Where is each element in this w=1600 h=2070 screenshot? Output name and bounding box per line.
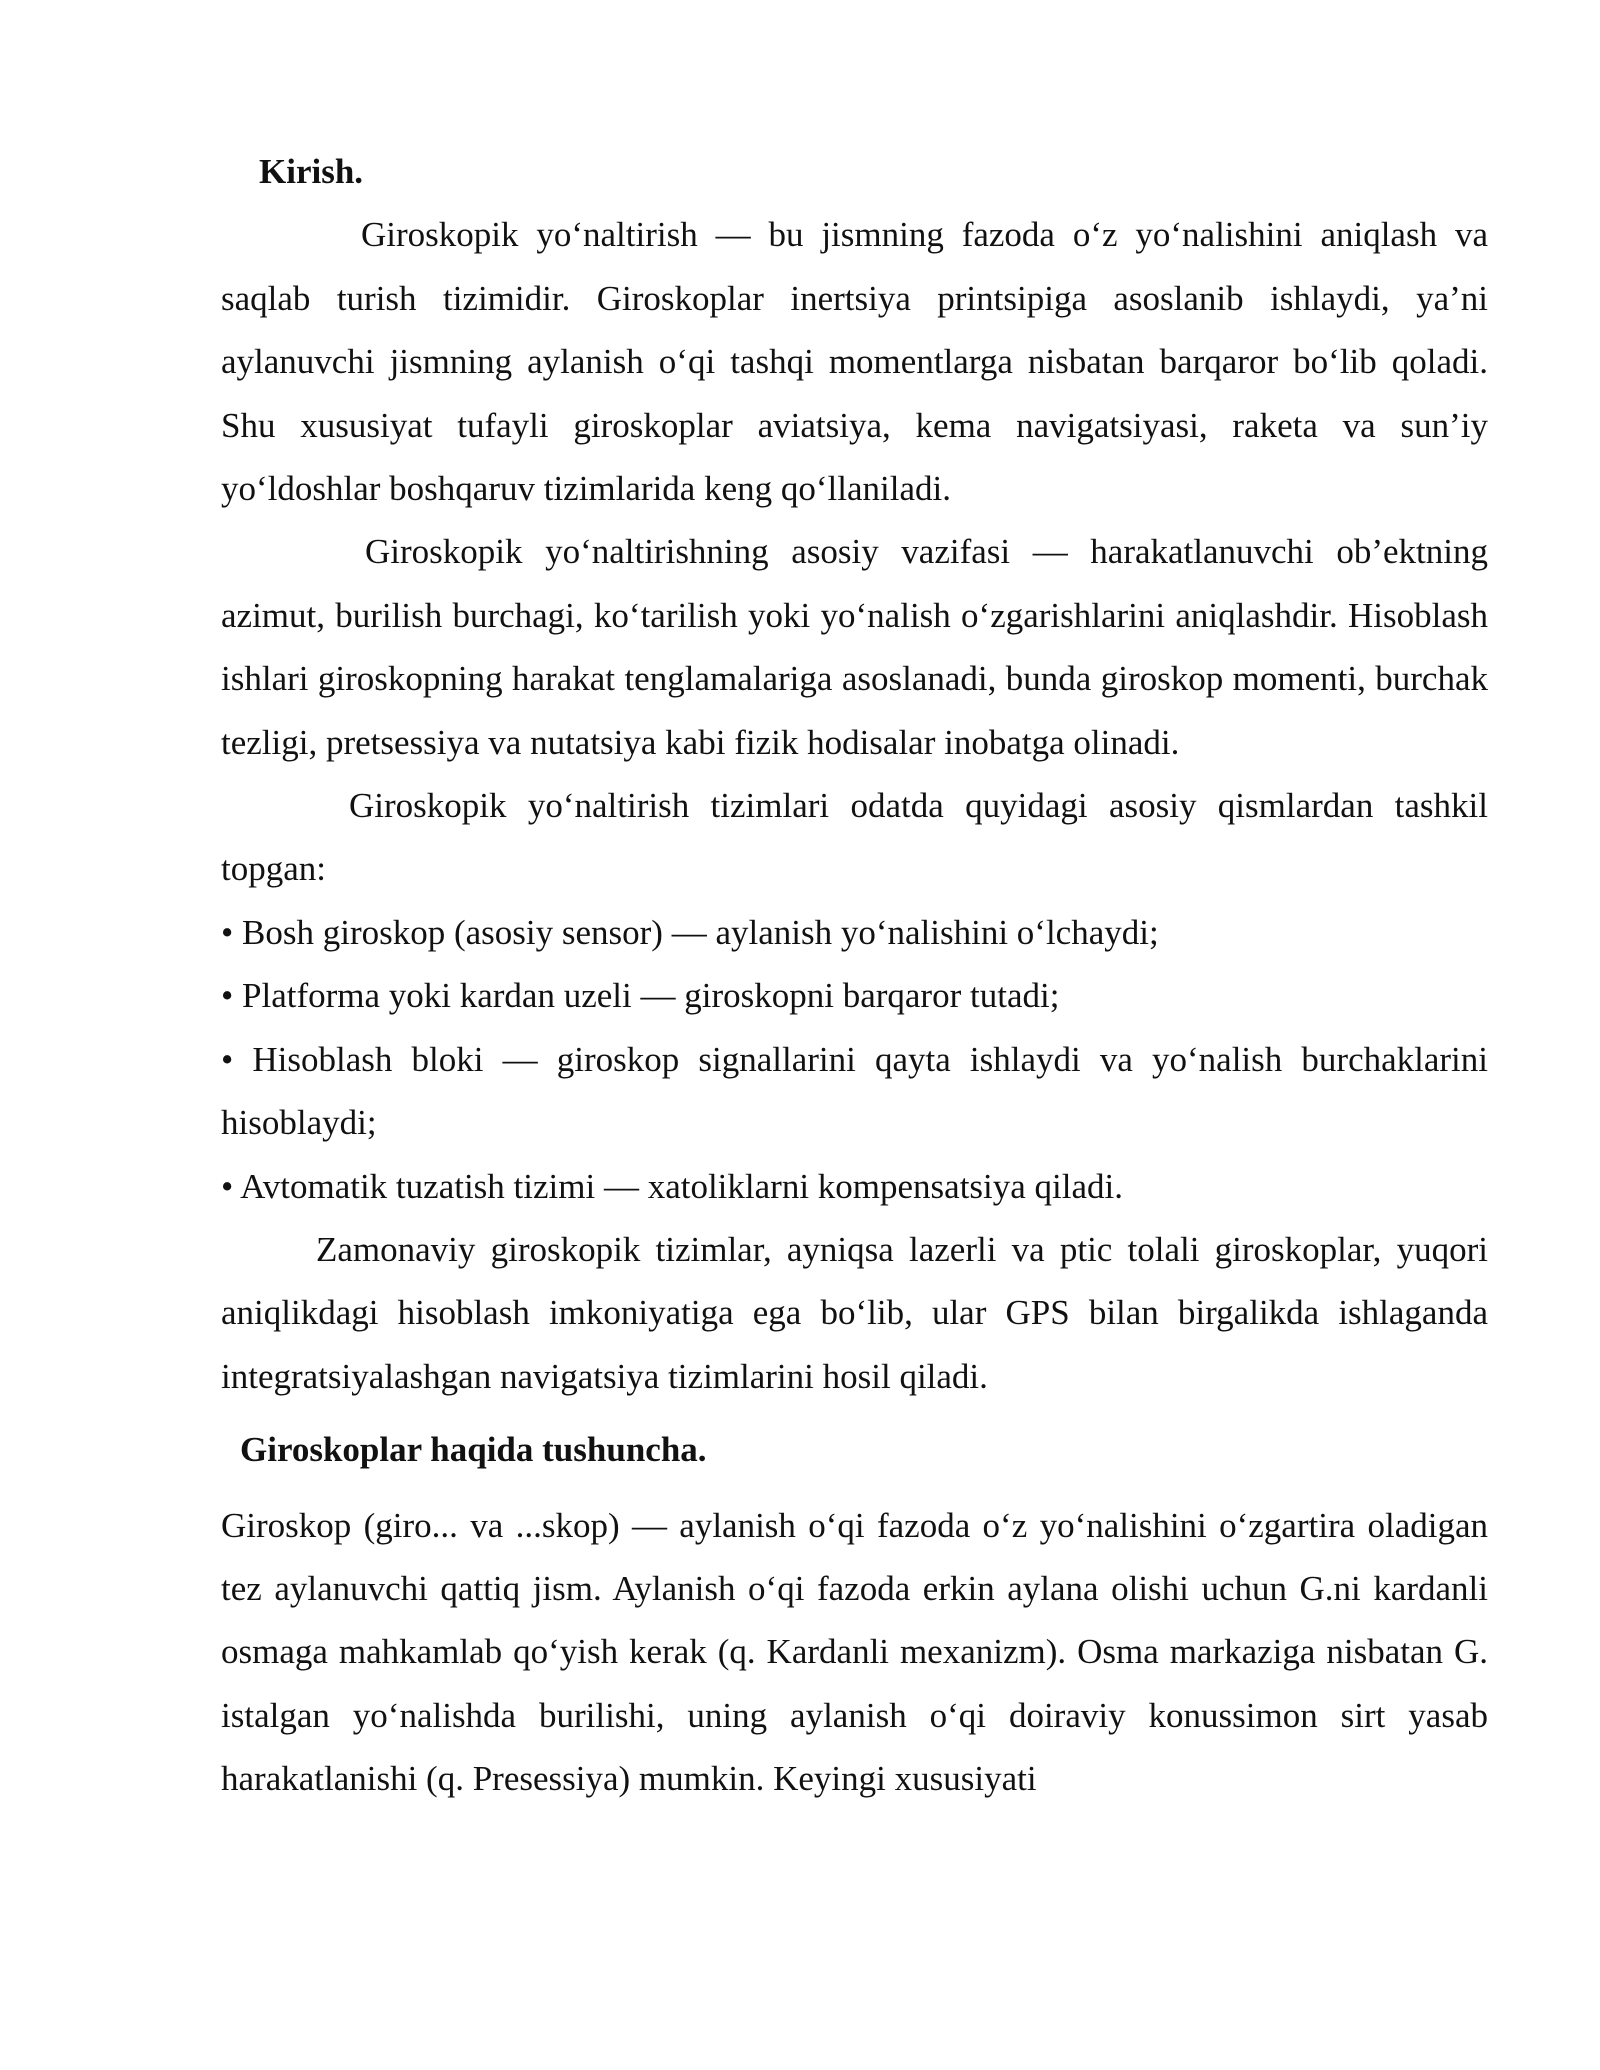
- paragraph-4: Zamonaviy giroskopik tizimlar, ayniqsa lazerli va ptic tolali giroskoplar, yuqori aniqlikdagi hisoblash imkoniyatiga ega bo‘lib, ular GPS bilan birgalikda ishlaganda integratsiyalashgan navigatsiya tizimlarini hosil qiladi.: [221, 1229, 1488, 1396]
- paragraph-1: Giroskopik yo‘naltirish — bu jismning fazoda o‘z yo‘nalishini aniqlash va saqlab turish tizimidir. Giroskoplar inertsiya printsipiga asoslanib ishlaydi, ya’ni aylanuvchi jismning aylanish o‘qi tashqi momentlarga nisbatan barqaror bo‘lib qoladi. Shu xususiyat tufayli giroskoplar aviatsiya, kema navigatsiyasi, raketa va sun’iy yo‘ldoshlar boshqaruv tizimlarida keng qo‘llaniladi.: [221, 215, 1488, 509]
- bullet-item: • Bosh giroskop (asosiy sensor) — aylanish yo‘nalishini o‘lchaydi;: [221, 912, 1159, 952]
- bullet-item: • Hisoblash bloki — giroskop signallarini qayta ishlaydi va yo‘nalish burchaklarini hisoblaydi;: [221, 1039, 1488, 1143]
- document-body: [221, 140, 1488, 1811]
- bullet-item: • Avtomatik tuzatish tizimi — xatoliklarni kompensatsiya qiladi.: [221, 1166, 1124, 1206]
- bullet-item: • Platforma yoki kardan uzeli — giroskopni barqaror tutadi;: [221, 976, 1060, 1016]
- heading-introduction: Kirish.: [259, 152, 364, 191]
- heading-gyroscope-concept: Giroskoplar haqida tushuncha.: [240, 1430, 707, 1470]
- paragraph-3: Giroskopik yo‘naltirish tizimlari odatda quyidagi asosiy qismlardan tashkil topgan:: [221, 786, 1488, 889]
- paragraph-2: Giroskopik yo‘naltirishning asosiy vazifasi — harakatlanuvchi ob’ektning azimut, burilish burchagi, ko‘tarilish yoki yo‘nalish o‘zgarishlarini aniqlashdir. Hisoblash ishlari giroskopning harakat tenglamalariga asoslanadi, bunda giroskop momenti, burchak tezligi, pretsessiya va nutatsiya kabi fizik hodisalar inobatga olinadi.: [221, 532, 1488, 762]
- paragraph-5: Giroskop (giro... va ...skop) — aylanish o‘qi fazoda o‘z yo‘nalishini o‘zgartira oladigan tez aylanuvchi qattiq jism. Aylanish o‘qi fazoda erkin aylana olishi uchun G.ni kardanli osmaga mahkamlab qo‘yish kerak (q. Kardanli mexanizm). Osma markaziga nisbatan G. istalgan yo‘nalishda burilishi, uning aylanish o‘qi doiraviy konussimon sirt yasab harakatlanishi (q. Presessiya) mumkin. Keyingi xususiyati: [221, 1505, 1488, 1799]
